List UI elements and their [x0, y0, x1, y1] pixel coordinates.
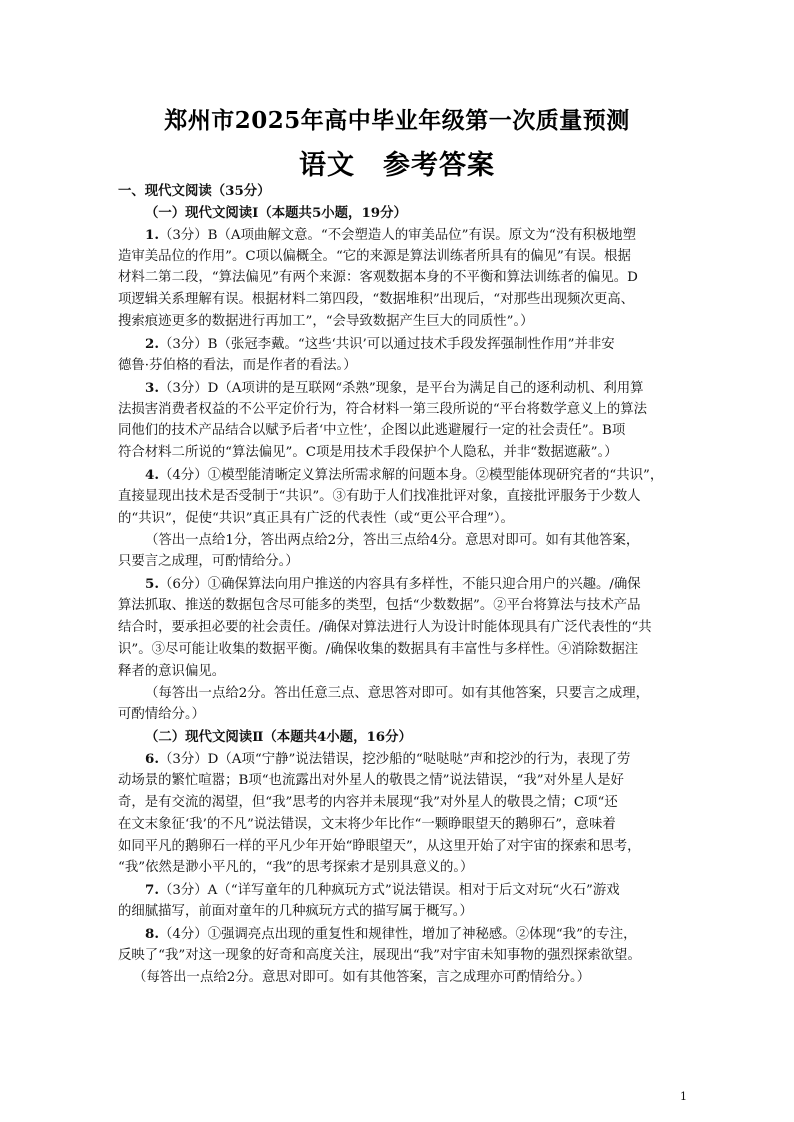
- line-text: （3分）D（A项讲的是互联网“杀熟”现象，是平台为满足自己的逐利动机、利用算: [158, 380, 644, 396]
- line-text: 同他们的技术产品结合以赋予后者‘中立性’，企图以此逃避履行一定的社会责任”。B项: [118, 423, 626, 439]
- line-text: 一、现代文阅读（35分）: [118, 183, 271, 199]
- answer-item: [145, 224, 636, 247]
- question-number: 8.: [145, 925, 159, 942]
- answer-line: [118, 901, 473, 923]
- answer-line: [118, 595, 641, 617]
- line-text: （3分）B（张冠李戴。“这些‘共识’可以通过技术手段发挥强制性作用”并非安: [158, 336, 615, 352]
- answer-line: [118, 420, 625, 442]
- line-text: 动场景的繁忙喧嚣；B项“也流露出对外星人的敬畏之情”说法错误，“我”对外星人是好: [118, 772, 624, 788]
- answer-line: [145, 530, 639, 552]
- answer-item: [145, 748, 630, 771]
- answer-line: [118, 246, 631, 268]
- line-text: 释者的意识偏见。: [118, 663, 226, 679]
- answer-line: [118, 508, 514, 530]
- line-text: （3分）A（“详写童年的几种疯玩方式”说法错误。相对于后文对玩“火石”游戏: [158, 883, 620, 899]
- line-text: 如同平凡的鹅卵石一样的平凡少年开始“睁眼望天”，从这里开始了对宇宙的探索和思考，: [118, 838, 641, 854]
- line-text: 的细腻描写，前面对童年的几种疯玩方式的描写属于概写。）: [118, 904, 473, 920]
- answer-item: [145, 377, 644, 400]
- question-number: 4.: [145, 467, 159, 484]
- line-text: 直接显现出技术是否受制于“共识”。③有助于人们找准批评对象，直接批评服务于少数人: [118, 488, 641, 504]
- answer-line: [118, 836, 641, 858]
- answer-line: [118, 355, 357, 377]
- answer-line: [145, 683, 649, 705]
- line-text: 算法抓取、推送的数据包含尽可能多的类型，包括“少数数据”。②平台将算法与技术产品: [118, 598, 641, 614]
- answer-item: [145, 879, 620, 902]
- line-text: （6分）①确保算法向用户推送的内容具有多样性，不能只迎合用户的兴趣。/确保: [158, 577, 641, 593]
- line-text: 识”。③尽可能让收集的数据平衡。/确保收集的数据具有丰富性与多样性。④消除数据注: [118, 641, 639, 657]
- line-text: “我”依然是渺小平凡的，“我”的思考探索才是别具意义的。）: [118, 860, 474, 876]
- line-text: 的“共识”，促使“共识”真正具有广泛的代表性（或“更公平合理”）。: [118, 510, 514, 526]
- line-text: 符合材料二所说的“算法偏见”。C项是用技术手段保护个人隐私，并非“数据遮蔽”。）: [118, 445, 618, 461]
- question-number: 1.: [145, 226, 159, 243]
- line-text: （一）现代文阅读Ⅰ（本题共5小题，19分）: [145, 204, 407, 221]
- answer-line: [118, 289, 634, 311]
- line-text: 项逻辑关系理解有误。根据材料二第四段，“数据堆积”出现后，“对那些出现频次更高、: [118, 292, 634, 308]
- line-text: （二）现代文阅读Ⅱ（本题共4小题，16分）: [145, 729, 412, 746]
- line-text: 法损害消费者权益的不公平定价行为，符合材料一第三段所说的“平台将数学意义上的算法: [118, 401, 648, 417]
- page-number: 1: [680, 1090, 687, 1103]
- answer-line: [118, 442, 618, 464]
- answer-line: [118, 945, 641, 967]
- section-heading: [145, 726, 412, 749]
- answer-line: [118, 267, 638, 289]
- line-text: （3分）D（A项“宁静”说法错误，挖沙船的“哒哒哒”声和挖沙的行为，表现了劳: [158, 752, 631, 768]
- answer-item: [145, 464, 663, 487]
- line-text: 只要言之成理，可酌情给分。）: [118, 554, 299, 570]
- question-number: 5.: [145, 576, 159, 593]
- line-text: （4分）①模型能清晰定义算法所需求解的问题本身。②模型能体现研究者的“共识”，: [158, 468, 664, 484]
- answer-line: [118, 639, 638, 661]
- answer-line: [118, 770, 624, 792]
- answer-line: [118, 399, 647, 421]
- section-heading: [118, 180, 271, 203]
- line-text: （4分）①强调亮点出现的重复性和规律性，增加了神秘感。②体现“我”的专注，: [158, 926, 637, 942]
- answer-item: [145, 923, 636, 946]
- answer-line: [118, 661, 225, 683]
- document-title: 郑州市2025年高中毕业年级第一次质量预测: [164, 107, 630, 134]
- line-text: 结合时，要承担必要的社会责任。/确保对算法进行人为设计时能体现具有广泛代表性的“共: [118, 620, 652, 635]
- line-text: 反映了“我”对这一现象的好奇和高度关注，展现出“我”对宇宙未知事物的强烈探索欲望。: [118, 947, 641, 963]
- document-subtitle: 语文 参考答案: [299, 150, 495, 181]
- answer-line: [118, 486, 641, 508]
- answer-line: [118, 792, 618, 814]
- line-text: （答出一点给1分，答出两点给2分，答出三点给4分。意思对即可。如有其他答案，: [145, 532, 640, 548]
- line-text: （每答出一点给2分。答出任意三点、意思答对即可。如有其他答案，只要言之成理，: [145, 685, 649, 701]
- section-heading: [145, 202, 407, 225]
- question-number: 7.: [145, 882, 159, 899]
- question-number: 2.: [145, 335, 159, 352]
- answer-line: [118, 814, 616, 836]
- line-text: 在文末象征‘我’的不凡”说法错误，文末将少年比作“一颗睁眼望天的鹅卵石”，意味着: [118, 816, 616, 832]
- answer-item: [145, 333, 615, 356]
- answer-line: [118, 704, 205, 726]
- line-text: 奇，是有交流的渴望，但“我”思考的内容并未展现“我”对外星人的敬畏之情；C项“还: [118, 794, 618, 810]
- line-text: 德鲁·芬伯格的看法，而是作者的看法。）: [118, 357, 357, 373]
- answer-line: [118, 857, 473, 879]
- line-text: （3分）B（A项曲解文意。“不会塑造人的审美品位”有误。原文为“没有积极地塑: [158, 227, 637, 243]
- answer-line: [118, 551, 299, 573]
- answer-line: [133, 967, 590, 989]
- question-number: 6.: [145, 751, 159, 768]
- answer-line: [118, 311, 534, 333]
- line-text: 搜索痕迹更多的数据进行再加工”，“会导致数据产生巨大的同质性”。）: [118, 314, 534, 330]
- answer-line: [118, 617, 652, 639]
- line-text: 可酌情给分。）: [118, 707, 206, 723]
- question-number: 3.: [145, 379, 159, 396]
- line-text: 造审美品位的作用”。C项以偏概全。“它的来源是算法训练者所具有的偏见”有误。根据: [118, 248, 631, 264]
- line-text: 材料二第二段，“算法偏见”有两个来源：客观数据本身的不平衡和算法训练者的偏见。D: [118, 270, 638, 286]
- line-text: （每答出一点给2分。意思对即可。如有其他答案，言之成理亦可酌情给分。）: [133, 969, 591, 985]
- answer-item: [145, 573, 641, 596]
